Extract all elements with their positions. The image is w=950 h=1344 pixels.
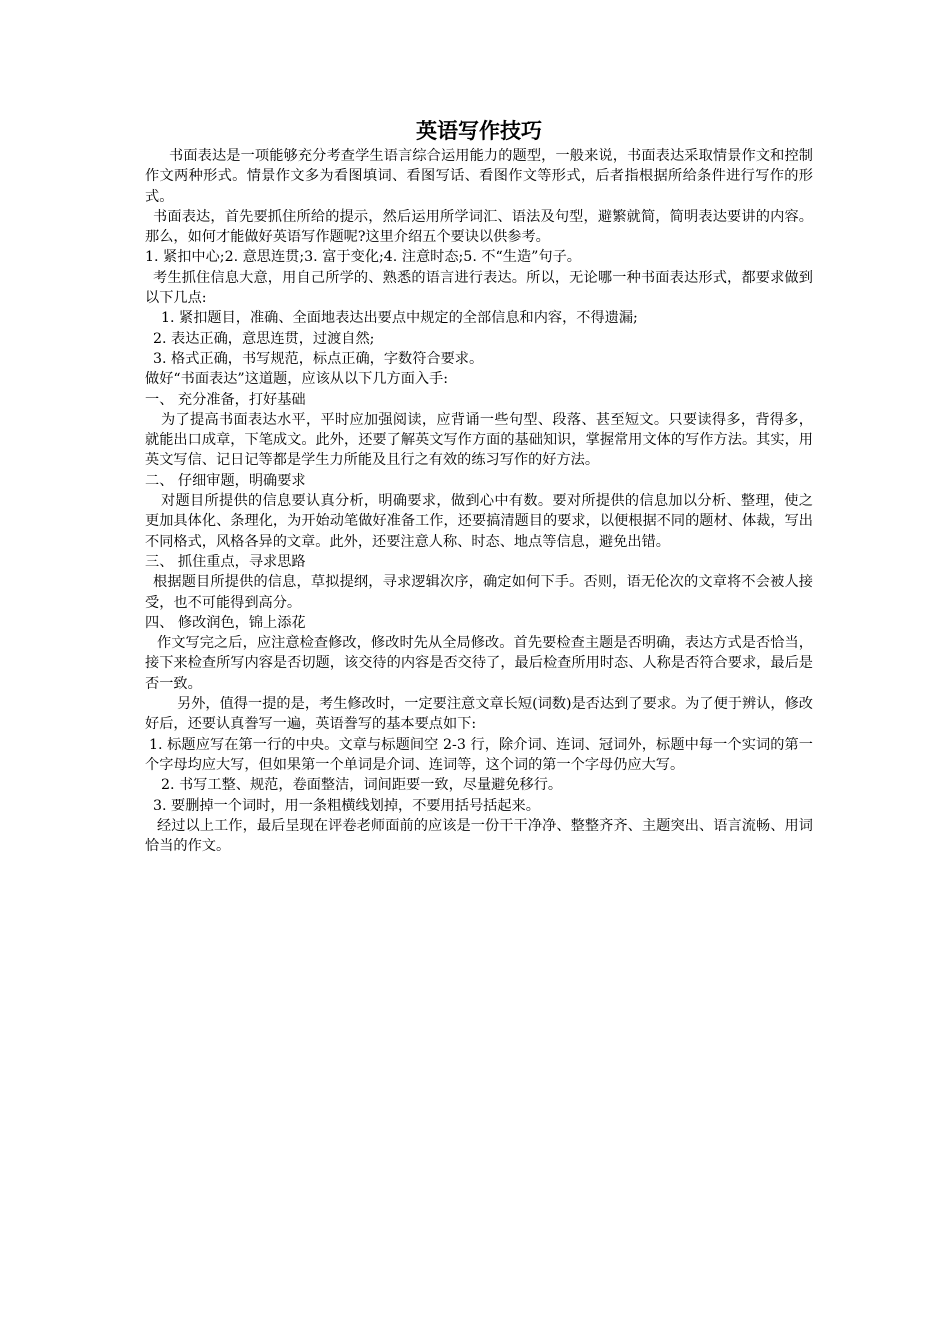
paragraph: 一、 充分准备，打好基础 [145, 391, 306, 408]
paragraph: 考生抓住信息大意，用自己所学的、熟悉的语言进行表达。所以，无论哪一种书面表达形式，都要求做到以下几点: [145, 269, 813, 307]
paragraph: 二、 仔细审题，明确要求 [145, 472, 306, 489]
paragraph: 做好“书面表达”这道题，应该从以下几方面入手: [145, 371, 449, 388]
paragraph: 书面表达是一项能够充分考查学生语言综合运用能力的题型，一般来说，书面表达采取情景作文和控制作文两种形式。情景作文多为看图填词、看图写话、看图作文等形式，后者指根据所给条件进行写作的形式。 [145, 148, 813, 205]
paragraph: 2. 书写工整、规范，卷面整洁，词间距要一致，尽量避免移行。 [161, 777, 563, 794]
paragraph: 1. 标题应写在第一行的中央。文章与标题间空 2-3 行，除介词、连词、冠词外，标题中每一个实词的第一个字母均应大写，但如果第一个单词是介词、连词等，这个词的第一个字母仍应大写。 [145, 736, 813, 773]
paragraph: 经过以上工作，最后呈现在评卷老师面前的应该是一份干干净净、整整齐齐、主题突出、语言流畅、用词恰当的作文。 [145, 817, 813, 855]
paragraph: 1. 紧扣题目，准确、全面地表达出要点中规定的全部信息和内容，不得遗漏; [161, 310, 638, 327]
paragraph: 2. 表达正确，意思连贯，过渡自然; [153, 330, 375, 347]
paragraph: 四、 修改润色，锦上添花 [145, 614, 306, 631]
document-page [145, 116, 813, 856]
paragraph: 书面表达，首先要抓住所给的提示，然后运用所学词汇、语法及句型，避繁就简，简明表达要讲的内容。那么，如何才能做好英语写作题呢?这里介绍五个要诀以供参考。 [145, 208, 813, 246]
document-body [145, 146, 813, 856]
paragraph: 为了提高书面表达水平，平时应加强阅读，应背诵一些句型、段落、甚至短文。只要读得多，背得多，就能出口成章，下笔成文。此外，还要了解英文写作方面的基础知识，掌握常用文体的写作方法。其实，用英文写信、记日记等都是学生力所能及且行之有效的练习写作的好方法。 [145, 411, 813, 469]
paragraph: 另外，值得一提的是，考生修改时，一定要注意文章长短(词数)是否达到了要求。为了便于辨认，修改好后，还要认真誊写一遍，英语誊写的基本要点如下: [145, 696, 813, 733]
document-title: 英语写作技巧 [416, 118, 542, 143]
paragraph: 对题目所提供的信息要认真分析，明确要求，做到心中有数。要对所提供的信息加以分析、整理，使之更加具体化、条理化，为开始动笔做好准备工作，还要搞清题目的要求，以便根据不同的题材、体裁，写出不同格式，风格各异的文章。此外，还要注意人称、时态、地点等信息，避免出错。 [145, 493, 813, 550]
paragraph: 1. 紧扣中心;2. 意思连贯;3. 富于变化;4. 注意时态;5. 不“生造”句子。 [145, 249, 581, 266]
paragraph: 3. 要删掉一个词时，用一条粗横线划掉，不要用括号括起来。 [153, 797, 540, 814]
paragraph: 三、 抓住重点，寻求思路 [145, 553, 306, 570]
paragraph: 3. 格式正确，书写规范，标点正确，字数符合要求。 [153, 350, 484, 367]
paragraph: 作文写完之后，应注意检查修改，修改时先从全局修改。首先要检查主题是否明确，表达方式是否恰当，接下来检查所写内容是否切题，该交待的内容是否交待了，最后检查所用时态、人称是否符合要求，最后是否一致。 [145, 635, 813, 692]
paragraph: 根据题目所提供的信息，草拟提纲，寻求逻辑次序，确定如何下手。否则，语无伦次的文章将不会被人接受，也不可能得到高分。 [145, 574, 813, 611]
